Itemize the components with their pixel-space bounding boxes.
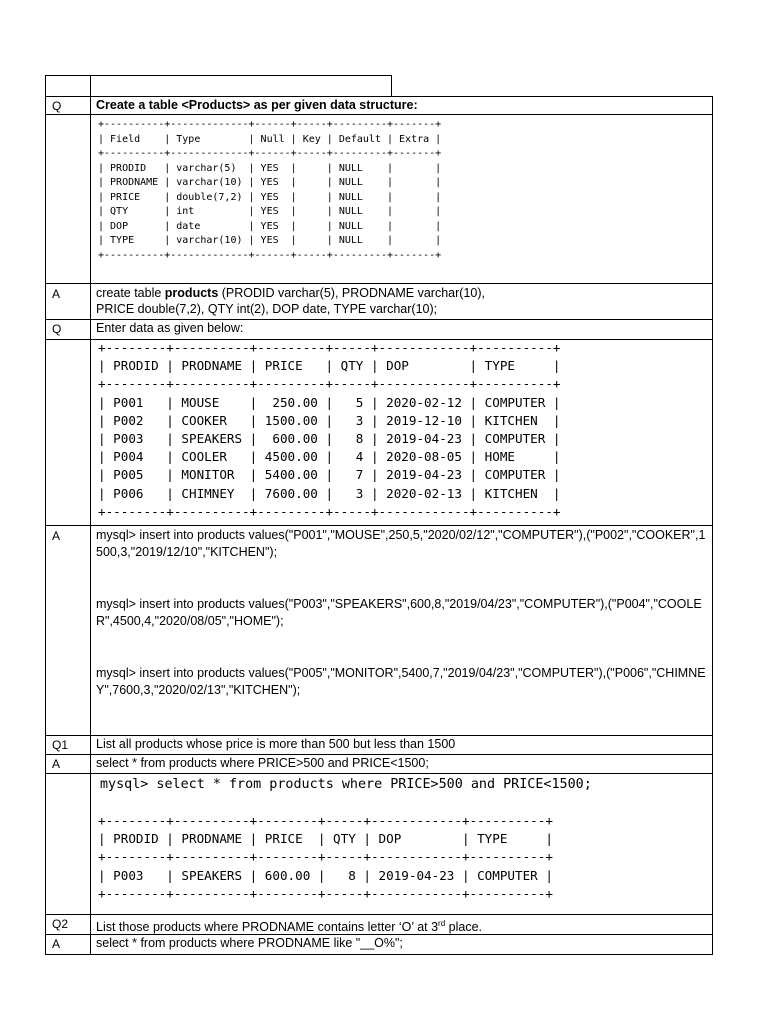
question-text: Create a table <Products> as per given data structure: xyxy=(96,98,418,112)
question-text-part: place. xyxy=(445,920,483,935)
row-label: A xyxy=(52,287,61,301)
row-label: Q xyxy=(52,99,62,113)
row-label: A xyxy=(52,529,61,543)
row-line xyxy=(45,773,713,774)
question-text: Enter data as given below: xyxy=(96,321,244,335)
row-line xyxy=(45,283,713,284)
row-line xyxy=(45,525,713,526)
question-text xyxy=(96,915,482,936)
answer-text: create table xyxy=(96,286,165,300)
data-table: +--------+----------+---------+-----+------------+----------+ | PRODID | PRODNAME | PRICE | QTY | DOP | TYPE | +--------+----------+---------+-----+------------+----------+ | P001 | MOUSE | 250.00 | 5 | 2020-02-12 | COMPUTER | | P002 | COOKER | 1500.00 | 3 | 2019-12-10 | KITCHEN | | P003 | SPEAKERS | 600.00 | 8 | 2019-04-23 | COMPUTER | | P004 | COOLER | 4500.00 | 4 | 2020-08-05 | HOME | | P005 | MONITOR | 5400.00 | 7 | 2019-04-23 | COMPUTER | | P006 | CHIMNEY | 7600.00 | 3 | 2020-02-13 | KITCHEN | +--------+----------+---------+-----+------------+----------+ xyxy=(98,340,561,519)
question-text-part: List those products where PRODNAME contains letter ‘O’ at 3 xyxy=(96,920,439,935)
query-result-table: +--------+----------+--------+-----+------------+----------+ | PRODID | PRODNAME | PRICE | QTY | DOP | TYPE | +--------+----------+--------+-----+------------+----------+ | P003 | SPEAKERS | 600.00 | 8 | 2019-04-23 | COMPUTER | +--------+----------+--------+-----+------------+----------+ xyxy=(98,813,553,901)
header-box-top-border xyxy=(45,75,391,76)
insert-statement-2: mysql> insert into products values("P003","SPEAKERS",600,8,"2019/04/23","COMPUTER"),("P004","COOLER",4500,4,"2020/08/05","HOME"); xyxy=(96,597,702,628)
answer-line-1 xyxy=(96,285,485,302)
answer-text: select * from products where PRICE>500 and PRICE<1500; xyxy=(96,756,429,770)
table-left-border xyxy=(45,75,46,954)
row-label: Q xyxy=(52,322,62,336)
row-line xyxy=(45,114,713,115)
insert-statement-1: mysql> insert into products values("P001","MOUSE",250,5,"2020/02/12","COMPUTER"),("P002","COOKER",1500,3,"2019/12/10","KITCHEN"); xyxy=(96,528,706,559)
ordinal-suffix: rd xyxy=(438,919,446,928)
row-line xyxy=(45,954,713,955)
answer-line-2: PRICE double(7,2), QTY int(2), DOP date, TYPE varchar(10); xyxy=(96,302,438,316)
answer-text: select * from products where PRODNAME like "__O%"; xyxy=(96,936,403,950)
answer-text: (PRODID varchar(5), PRODNAME varchar(10), xyxy=(218,286,485,300)
row-label: A xyxy=(52,757,61,771)
question-text: List all products whose price is more than 500 but less than 1500 xyxy=(96,737,456,751)
structure-table: +----------+-------------+------+-----+---------+-------+ | Field | Type | Null | Key | Default | Extra | +----------+-------------+------+-----+---------+-------+ | PRODID | varchar(5) | YES | | NULL | | | PRODNAME | varchar(10) | YES | | NULL | | | PRICE | double(7,2) | YES | | NULL | | | QTY | int | YES | | NULL | | | DOP | date | YES | | NULL | | | TYPE | varchar(10) | YES | | NULL | | +----------+-------------+------+-----+---------+-------+ xyxy=(98,119,442,261)
query-command: mysql> select * from products where PRICE>500 and PRICE<1500; xyxy=(100,777,592,792)
row-label: Q1 xyxy=(52,738,69,752)
header-box-right-border xyxy=(391,75,392,96)
row-label: A xyxy=(52,937,61,951)
table-column-separator xyxy=(90,75,91,954)
insert-statement-3: mysql> insert into products values("P005","MONITOR",5400,7,"2019/04/23","COMPUTER"),("P006","CHIMNEY",7600,3,"2020/02/13","KITCHEN"); xyxy=(96,666,706,697)
row-label: Q2 xyxy=(52,917,69,931)
answer-table-name: products xyxy=(164,286,219,300)
